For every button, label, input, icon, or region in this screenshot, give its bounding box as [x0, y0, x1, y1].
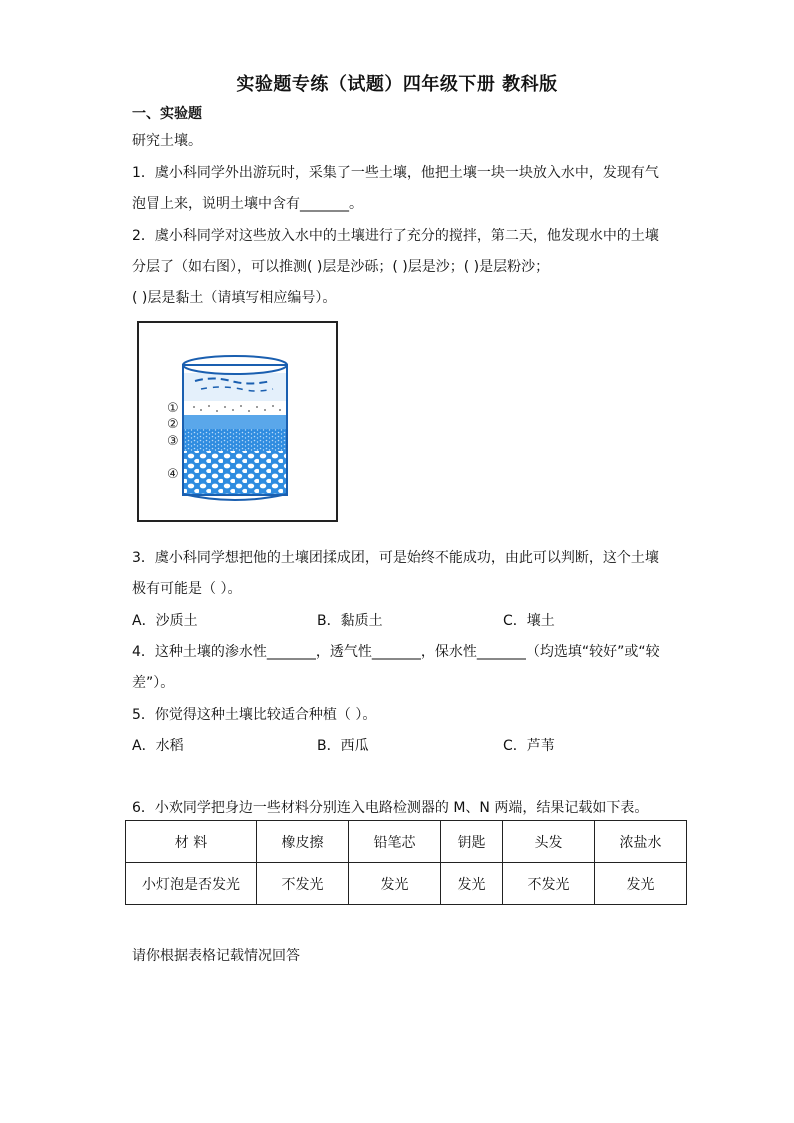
q6-after-text: 请你根据表格记载情况回答 — [132, 948, 300, 964]
materials-table — [125, 820, 687, 905]
table-row — [126, 863, 687, 905]
q2-line3: ( )层是黏土（请填写相应编号）。 — [132, 290, 337, 306]
q3-line1: 3．虞小科同学想把他的土壤团揉成团，可是始终不能成功，由此可以判断，这个土壤 — [132, 550, 659, 566]
table-cell: 浓盐水 — [594, 821, 686, 863]
q1-line1: 1．虞小科同学外出游玩时，采集了一些土壤，他把土壤一块一块放入水中，发现有气 — [132, 165, 659, 181]
q5-option-c: C．芦苇 — [503, 738, 555, 754]
table-cell: 铅笔芯 — [348, 821, 440, 863]
q5-line1: 5．你觉得这种土壤比较适合种植（ ）。 — [132, 707, 377, 723]
section-heading: 一、实验题 — [132, 106, 202, 122]
layer-label-2: ② — [167, 417, 179, 432]
intro-text: 研究土壤。 — [132, 133, 202, 149]
table-header-row — [126, 821, 687, 863]
q3-option-a: A．沙质土 — [132, 613, 198, 629]
q2-line2: 分层了（如右图），可以推测( )层是沙砾；( )层是沙；( )是层粉沙； — [132, 259, 550, 275]
q3-option-c: C．壤土 — [503, 613, 555, 629]
table-cell: 橡皮擦 — [257, 821, 349, 863]
soil-layers-figure — [137, 321, 338, 522]
q3-option-b: B．黏质土 — [317, 613, 383, 629]
layer-label-3: ③ — [167, 434, 179, 449]
q4-line1: 4．这种土壤的渗水性_______，透气性_______，保水性_______（均选填“较好”或“较 — [132, 644, 660, 660]
table-cell: 材 料 — [126, 821, 257, 863]
layer-label-4: ④ — [167, 467, 179, 482]
table-cell: 不发光 — [503, 863, 595, 905]
table-cell: 发光 — [440, 863, 502, 905]
beaker-illustration — [139, 323, 336, 520]
q3-line2: 极有可能是（ ）。 — [132, 581, 242, 597]
table-cell: 钥匙 — [440, 821, 502, 863]
q1-line2: 泡冒上来，说明土壤中含有_______。 — [132, 196, 363, 212]
q5-option-a: A．水稻 — [132, 738, 184, 754]
table-cell: 小灯泡是否发光 — [126, 863, 257, 905]
table-cell: 发光 — [348, 863, 440, 905]
q5-option-b: B．西瓜 — [317, 738, 369, 754]
page-title: 实验题专练（试题）四年级下册 教科版 — [236, 74, 558, 95]
layer-label-1: ① — [167, 401, 179, 416]
q6-line1: 6．小欢同学把身边一些材料分别连入电路检测器的 M、N 两端，结果记载如下表。 — [132, 800, 649, 816]
table-cell: 头发 — [503, 821, 595, 863]
table-cell: 发光 — [594, 863, 686, 905]
q4-line2: 差”）。 — [132, 675, 175, 691]
table-cell: 不发光 — [257, 863, 349, 905]
q2-line1: 2．虞小科同学对这些放入水中的土壤进行了充分的搅拌，第二天，他发现水中的土壤 — [132, 228, 659, 244]
